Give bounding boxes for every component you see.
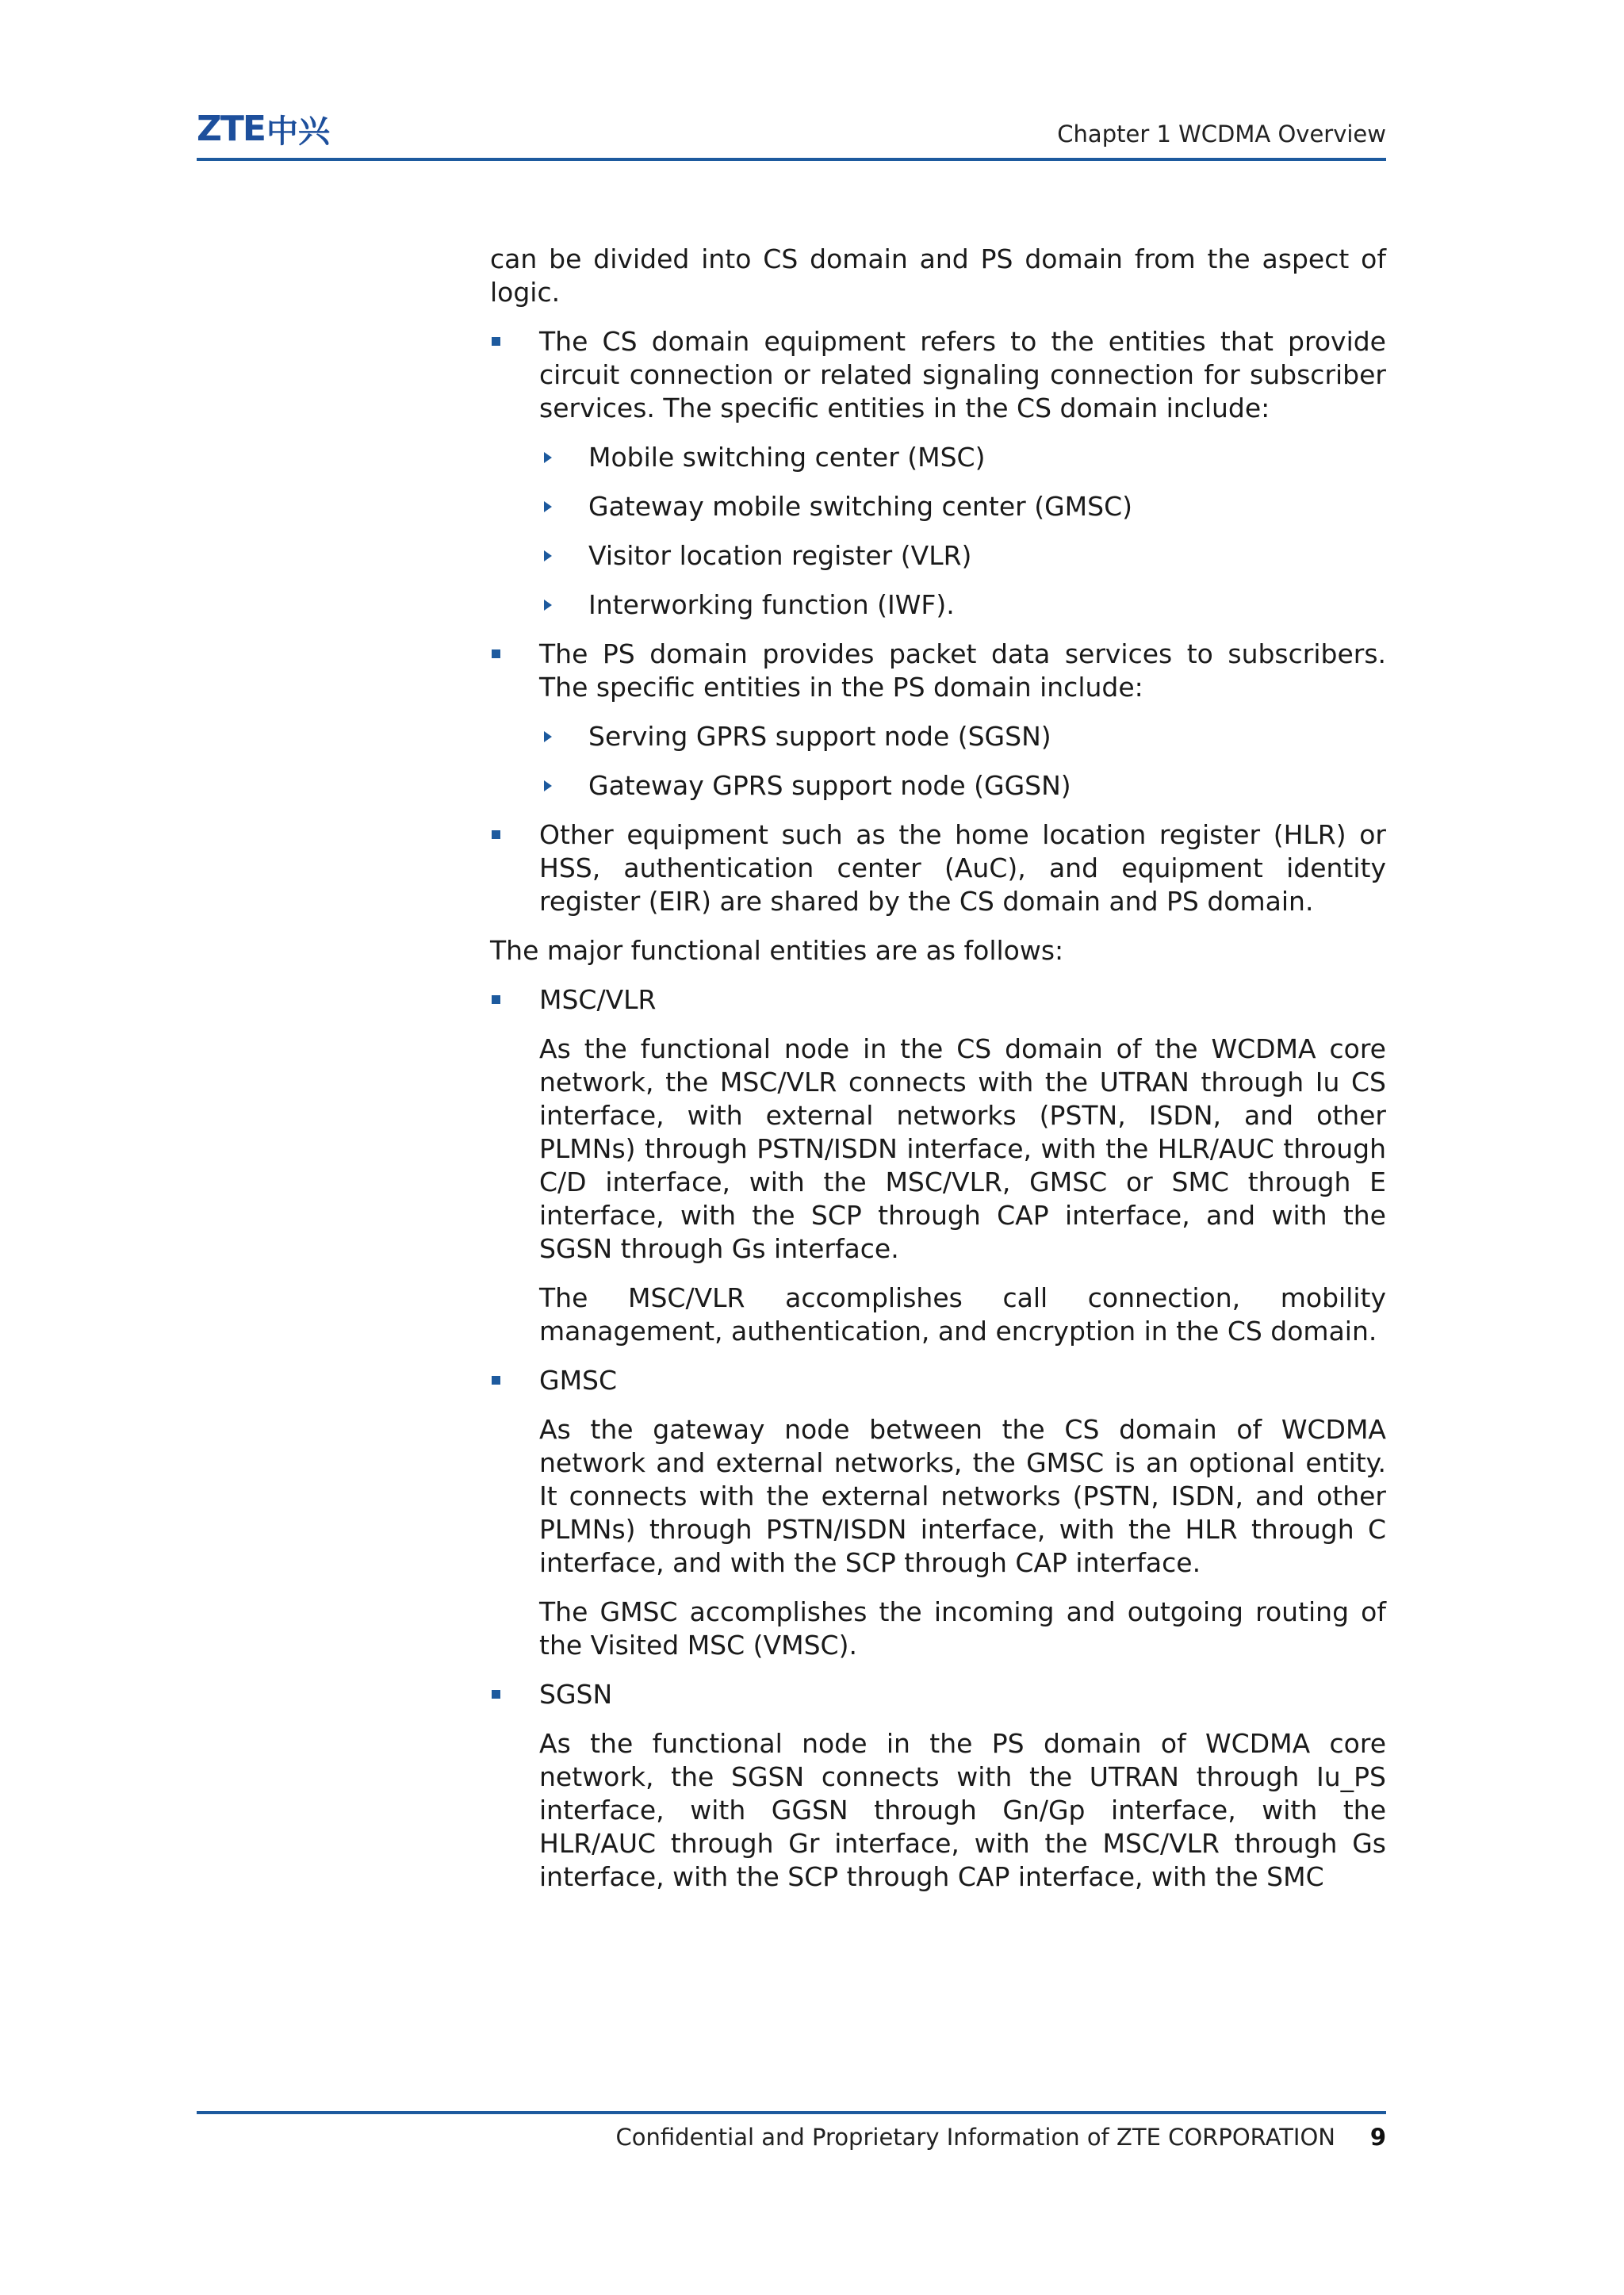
bullet-text: The CS domain equipment refers to the entities that provide circuit connection or related signaling connection for subscriber services. The specific entities in the CS domain include:	[539, 326, 1386, 423]
triangle-bullet-icon	[544, 600, 552, 611]
sgsn-paragraph-1: As the functional node in the PS domain of WCDMA core network, the SGSN connects with the UTRAN through Iu_PS interface, with GGSN through Gn/Gp interface, with the HLR/AUC through Gr interface, with the MSC/VLR through Gs interface, with the SCP through CAP interface, with the SMC	[539, 1728, 1386, 1892]
bullet-msc-vlr	[490, 983, 1386, 1017]
square-bullet-icon	[492, 1690, 500, 1699]
bullet-ps-domain	[490, 638, 1386, 704]
bullet-gmsc	[490, 1364, 1386, 1397]
square-bullet-icon	[492, 995, 500, 1004]
bullet-title: MSC/VLR	[539, 984, 657, 1015]
square-bullet-icon	[492, 1376, 500, 1385]
msc-paragraph-1: As the functional node in the CS domain of the WCDMA core network, the MSC/VLR connects with the UTRAN through Iu CS interface, with external networks (PSTN, ISDN, and other PLMNs) through PSTN/ISDN interface, with the HLR/AUC through C/D interface, with the MSC/VLR, GMSC or SMC through E interface, with the SCP through CAP interface, and with the SGSN through Gs interface.	[539, 1033, 1386, 1264]
triangle-bullet-icon	[544, 731, 552, 742]
sub-bullet-item	[490, 588, 1386, 622]
logo-text: ZTE	[197, 108, 265, 149]
chapter-header: Chapter 1 WCDMA Overview	[1057, 121, 1386, 148]
intro-paragraph: can be divided into CS domain and PS domain from the aspect of logic.	[490, 243, 1386, 308]
triangle-bullet-icon	[544, 452, 552, 463]
gmsc-paragraph-1: As the gateway node between the CS domain of WCDMA network and external networks, the GMSC is an optional entity. It connects with the external networks (PSTN, ISDN, and other PLMNs) through PSTN/ISDN interface, with the HLR through C interface, and with the SCP through CAP interface.	[539, 1414, 1386, 1578]
triangle-bullet-icon	[544, 780, 552, 791]
footer-confidential: Confidential and Proprietary Information of ZTE CORPORATION	[615, 2124, 1335, 2151]
bullet-text: The PS domain provides packet data services to subscribers. The specific entities in the PS domain include:	[539, 638, 1386, 703]
sub-bullet-text: Interworking function (IWF).	[588, 589, 955, 620]
sub-bullet-text: Gateway GPRS support node (GGSN)	[588, 770, 1071, 801]
bullet-sgsn	[490, 1678, 1386, 1711]
square-bullet-icon	[492, 649, 500, 658]
bullet-title: GMSC	[539, 1365, 618, 1396]
zte-logo	[197, 108, 330, 150]
sub-bullet-item	[490, 441, 1386, 474]
sub-bullet-text: Visitor location register (VLR)	[588, 540, 972, 571]
bullet-cs-domain	[490, 325, 1386, 425]
sub-bullet-item	[490, 490, 1386, 523]
bullet-other-equipment	[490, 818, 1386, 918]
page-content	[490, 243, 1386, 1910]
gmsc-paragraph-2: The GMSC accomplishes the incoming and outgoing routing of the Visited MSC (VMSC).	[539, 1596, 1386, 1661]
page-number: 9	[1369, 2124, 1386, 2151]
msc-paragraph-2: The MSC/VLR accomplishes call connection, mobility management, authentication, and encryption in the CS domain.	[539, 1282, 1386, 1347]
bullet-text: Other equipment such as the home location register (HLR) or HSS, authentication center (AuC), and equipment identity register (EIR) are shared by the CS domain and PS domain.	[539, 819, 1386, 917]
sub-bullet-text: Mobile switching center (MSC)	[588, 442, 986, 473]
sub-bullet-item	[490, 539, 1386, 573]
footer-divider	[197, 2111, 1386, 2114]
logo-chinese-text: 中兴	[266, 113, 330, 150]
major-entities-intro: The major functional entities are as follows:	[490, 935, 1064, 966]
square-bullet-icon	[492, 337, 500, 346]
sub-bullet-item	[490, 769, 1386, 803]
triangle-bullet-icon	[544, 501, 552, 512]
triangle-bullet-icon	[544, 550, 552, 561]
sub-bullet-text: Serving GPRS support node (SGSN)	[588, 721, 1051, 752]
header-divider	[197, 158, 1386, 161]
sub-bullet-item	[490, 720, 1386, 753]
bullet-title: SGSN	[539, 1679, 613, 1710]
square-bullet-icon	[492, 830, 500, 839]
sub-bullet-text: Gateway mobile switching center (GMSC)	[588, 491, 1132, 522]
